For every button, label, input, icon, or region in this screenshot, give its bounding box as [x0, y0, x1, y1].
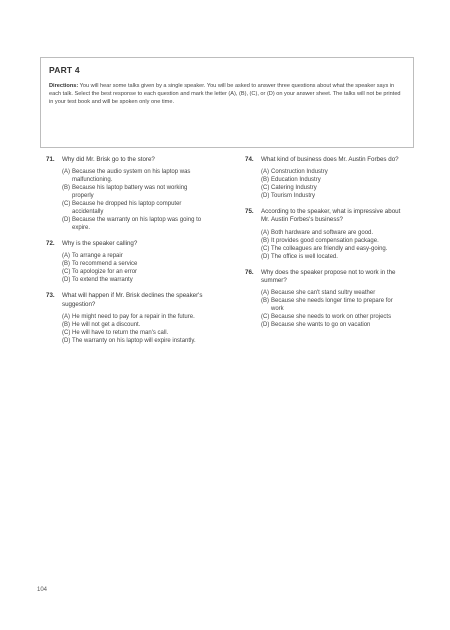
option-text: Because she wants to go on vacation: [271, 322, 371, 329]
option-letter: (D): [62, 337, 71, 344]
part-directions-box: [40, 57, 414, 148]
option-letter: (C): [261, 314, 270, 321]
page-number: 104: [37, 587, 48, 593]
question-74: [245, 156, 405, 200]
left-question-column: [46, 156, 206, 353]
option-letter: (C): [62, 201, 71, 208]
option-letter: (C): [62, 329, 71, 336]
answer-option-b: [261, 176, 405, 184]
answer-option-c: [261, 184, 405, 192]
answer-option-a: [261, 168, 405, 176]
answer-option-b: [62, 321, 206, 329]
option-letter: (B): [261, 177, 269, 184]
question-73: [46, 292, 206, 344]
question-number: 73.: [46, 292, 55, 300]
option-letter: (A): [261, 229, 269, 236]
part-title: PART 4: [49, 65, 80, 75]
question-text: What will happen if Mr. Brisk declines the speaker's suggestion?: [62, 292, 203, 308]
option-letter: (D): [261, 193, 270, 200]
question-number: 75.: [245, 208, 254, 216]
option-text: To recommend a service: [72, 261, 138, 268]
option-letter: (C): [261, 245, 270, 252]
option-letter: (A): [261, 169, 269, 176]
answer-option-a: [62, 252, 206, 260]
question-71: [46, 156, 206, 232]
option-text: Catering Industry: [271, 185, 317, 192]
answer-option-c: [261, 245, 405, 253]
answer-option-b: [62, 260, 206, 268]
question-text: According to the speaker, what is impressive about Mr. Austin Forbes's business?: [261, 208, 401, 224]
answer-option-d: [62, 276, 206, 284]
option-letter: (D): [261, 322, 270, 329]
option-text: Because he dropped his laptop computer accidentally: [72, 201, 182, 216]
answer-option-a: [261, 289, 405, 297]
answer-option-d: [62, 216, 206, 232]
option-letter: (C): [261, 185, 270, 192]
option-letter: (D): [62, 217, 71, 224]
option-text: To extend the warranty: [72, 277, 133, 284]
right-question-column: [245, 156, 405, 337]
option-letter: (D): [62, 277, 71, 284]
option-text: Because the audio system on his laptop was malfunctioning.: [72, 169, 191, 184]
question-72: [46, 240, 206, 284]
answer-option-c: [62, 268, 206, 276]
question-text: Why does the speaker propose not to work in the summer?: [261, 268, 396, 284]
question-number: 76.: [245, 268, 254, 276]
option-letter: (C): [62, 269, 71, 276]
option-text: Tourism Industry: [271, 193, 316, 200]
question-text: What kind of business does Mr. Austin Forbes do?: [261, 156, 399, 163]
option-letter: (B): [62, 321, 70, 328]
question-text: Why did Mr. Brisk go to the store?: [62, 156, 155, 163]
option-text: The colleagues are friendly and easy-going.: [271, 245, 388, 252]
option-text: Because the warranty on his laptop was going to expire.: [72, 217, 202, 232]
answer-option-a: [62, 168, 206, 184]
directions-lead: Directions:: [49, 83, 79, 89]
directions-text: [49, 82, 405, 106]
option-letter: (A): [62, 253, 70, 260]
answer-option-d: [62, 337, 206, 345]
answer-option-a: [62, 313, 206, 321]
answer-option-b: [261, 297, 405, 313]
option-text: He will have to return the man's call.: [72, 329, 169, 336]
option-text: Both hardware and software are good.: [271, 229, 374, 236]
option-text: The warranty on his laptop will expire instantly.: [72, 337, 196, 344]
option-letter: (A): [62, 313, 70, 320]
option-text: The office is well located.: [271, 253, 338, 260]
option-text: Because she needs longer time to prepare for work: [271, 298, 393, 313]
answer-option-d: [261, 321, 405, 329]
question-number: 72.: [46, 240, 55, 248]
option-letter: (A): [62, 169, 70, 176]
option-text: He might need to pay for a repair in the future.: [72, 313, 195, 320]
option-letter: (B): [62, 261, 70, 268]
option-text: Construction Industry: [271, 169, 328, 176]
option-text: Education Industry: [271, 177, 321, 184]
option-letter: (B): [62, 185, 70, 192]
answer-option-d: [261, 192, 405, 200]
directions-body: You will hear some talks given by a single speaker. You will be asked to answer three questions about what the speaker says in each talk. Select the best response to each question and mark the letter (A), (B), (C), or (D) on your answer sheet. The talks will not be printed in your test book and will be spoken only one time.: [49, 83, 401, 106]
option-letter: (A): [261, 290, 269, 297]
answer-option-c: [62, 200, 206, 216]
option-text: To arrange a repair: [72, 253, 123, 260]
option-text: Because she needs to work on other projects: [271, 314, 392, 321]
answer-option-c: [261, 313, 405, 321]
answer-option-b: [62, 184, 206, 200]
option-text: To apologize for an error: [72, 269, 138, 276]
question-75: [245, 208, 405, 260]
question-text: Why is the speaker calling?: [62, 240, 138, 248]
question-number: 71.: [46, 156, 55, 163]
question-76: [245, 269, 405, 329]
option-text: It provides good compensation package.: [271, 237, 379, 244]
answer-option-b: [261, 237, 405, 245]
option-text: Because she can't stand sultry weather: [271, 290, 376, 297]
answer-option-a: [261, 229, 405, 237]
option-text: He will not get a discount.: [72, 321, 141, 328]
option-letter: (D): [261, 253, 270, 260]
answer-option-d: [261, 253, 405, 261]
option-letter: (B): [261, 237, 269, 244]
option-text: Because his laptop battery was not working properly: [72, 185, 188, 200]
question-number: 74.: [245, 156, 254, 163]
option-letter: (B): [261, 298, 269, 305]
answer-option-c: [62, 329, 206, 337]
